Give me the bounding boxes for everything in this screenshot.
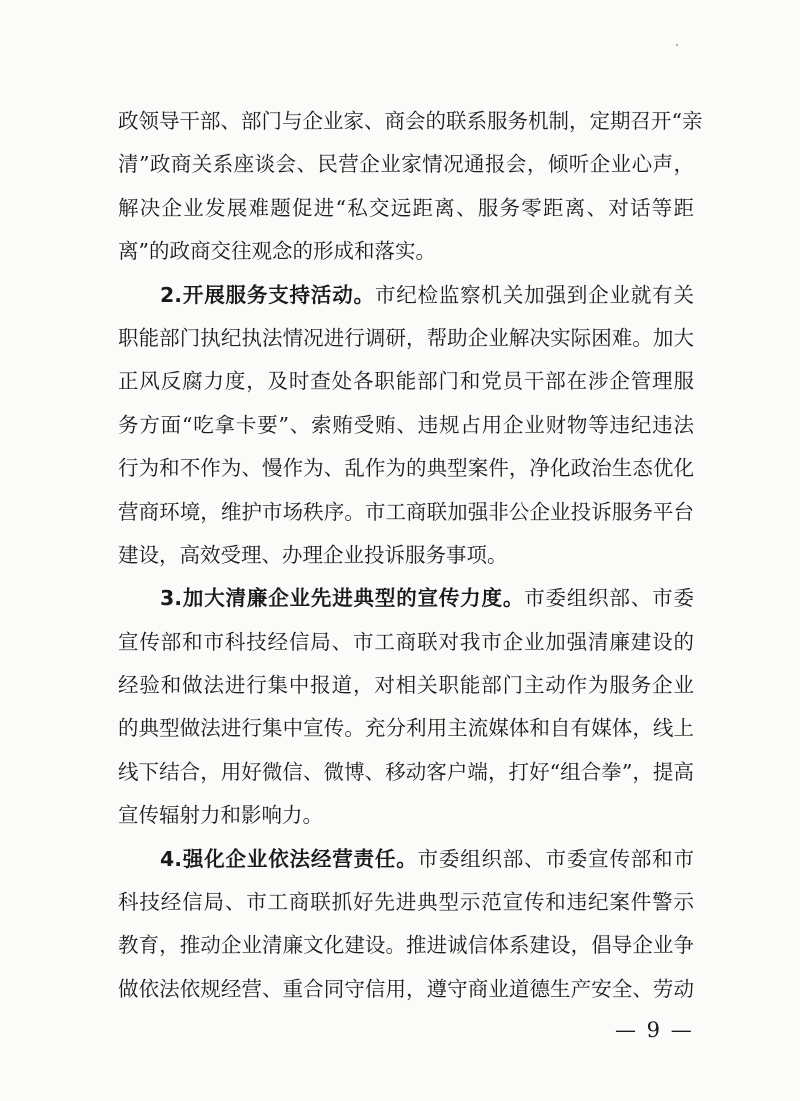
line-text: 做依法依规经营、重合同守信用，遵守商业道德生产安全、劳动 — [118, 976, 694, 1001]
paragraph-heading-line — [118, 274, 694, 317]
text-line — [118, 968, 694, 1011]
line-text: 的典型做法进行集中宣传。充分利用主流媒体和自有媒体，线上 — [118, 716, 694, 741]
text-line — [118, 491, 694, 534]
line-text: 离”的政商交往观念的形成和落实。 — [118, 239, 436, 264]
line-text: 市委组织部、市委 — [524, 586, 695, 611]
line-text: 务方面“吃拿卡要”、索贿受贿、违规占用企业财物等违纪违法 — [118, 412, 694, 437]
section-heading: 3.加大清廉企业先进典型的宣传力度。 — [160, 586, 525, 611]
line-text: 市委组织部、市委宣传部和市 — [417, 846, 694, 871]
line-text: 宣传辐射力和影响力。 — [118, 803, 323, 828]
text-line — [118, 664, 694, 707]
text-line — [118, 794, 694, 837]
paragraph-heading-line — [118, 577, 694, 620]
line-text: 营商环境，维护市场秩序。市工商联加强非公企业投诉服务平台 — [118, 499, 694, 524]
text-line — [118, 317, 694, 360]
text-line — [118, 707, 694, 750]
text-line — [118, 230, 694, 273]
line-text: 经验和做法进行集中报道，对相关职能部门主动作为服务企业 — [118, 673, 694, 698]
line-text: 清”政商关系座谈会、民营企业家情况通报会，倾听企业心声， — [118, 152, 694, 177]
paragraph-heading-line — [118, 838, 694, 881]
text-line — [118, 924, 694, 967]
line-text: 行为和不作为、慢作为、乱作为的典型案件，净化政治生态优化 — [118, 456, 694, 481]
page-number: — 9 — — [615, 1018, 694, 1042]
scan-speck — [676, 44, 678, 46]
line-text: 正风反腐力度，及时查处各职能部门和党员干部在涉企管理服 — [118, 369, 694, 394]
text-line — [118, 100, 703, 143]
text-line — [118, 404, 694, 447]
line-text: 教育，推动企业清廉文化建设。推进诚信体系建设，倡导企业争 — [118, 933, 694, 958]
text-line — [118, 187, 694, 230]
text-line — [118, 621, 694, 664]
line-text: 建设，高效受理、办理企业投诉服务事项。 — [118, 542, 508, 567]
body-text — [118, 100, 703, 1011]
section-heading: 2.开展服务支持活动。 — [160, 282, 375, 307]
text-line — [118, 751, 694, 794]
section-heading: 4.强化企业依法经营责任。 — [160, 846, 418, 871]
line-text: 解决企业发展难题促进“私交远距离、服务零距离、对话等距 — [118, 195, 694, 220]
line-text: 市纪检监察机关加强到企业就有关 — [374, 282, 694, 307]
line-text: 宣传部和市科技经信局、市工商联对我市企业加强清廉建设的 — [118, 629, 694, 654]
line-text: 职能部门执纪执法情况进行调研，帮助企业解决实际困难。加大 — [118, 325, 694, 350]
text-line — [118, 143, 694, 186]
text-line — [118, 881, 694, 924]
text-line — [118, 534, 694, 577]
line-text: 线下结合，用好微信、微博、移动客户端，打好“组合拳”，提高 — [118, 759, 694, 784]
line-text: 政领导干部、部门与企业家、商会的联系服务机制，定期召开“亲 — [118, 109, 703, 133]
text-line — [118, 360, 694, 403]
line-text: 科技经信局、市工商联抓好先进典型示范宣传和违纪案件警示 — [118, 890, 694, 915]
text-line — [118, 447, 694, 490]
